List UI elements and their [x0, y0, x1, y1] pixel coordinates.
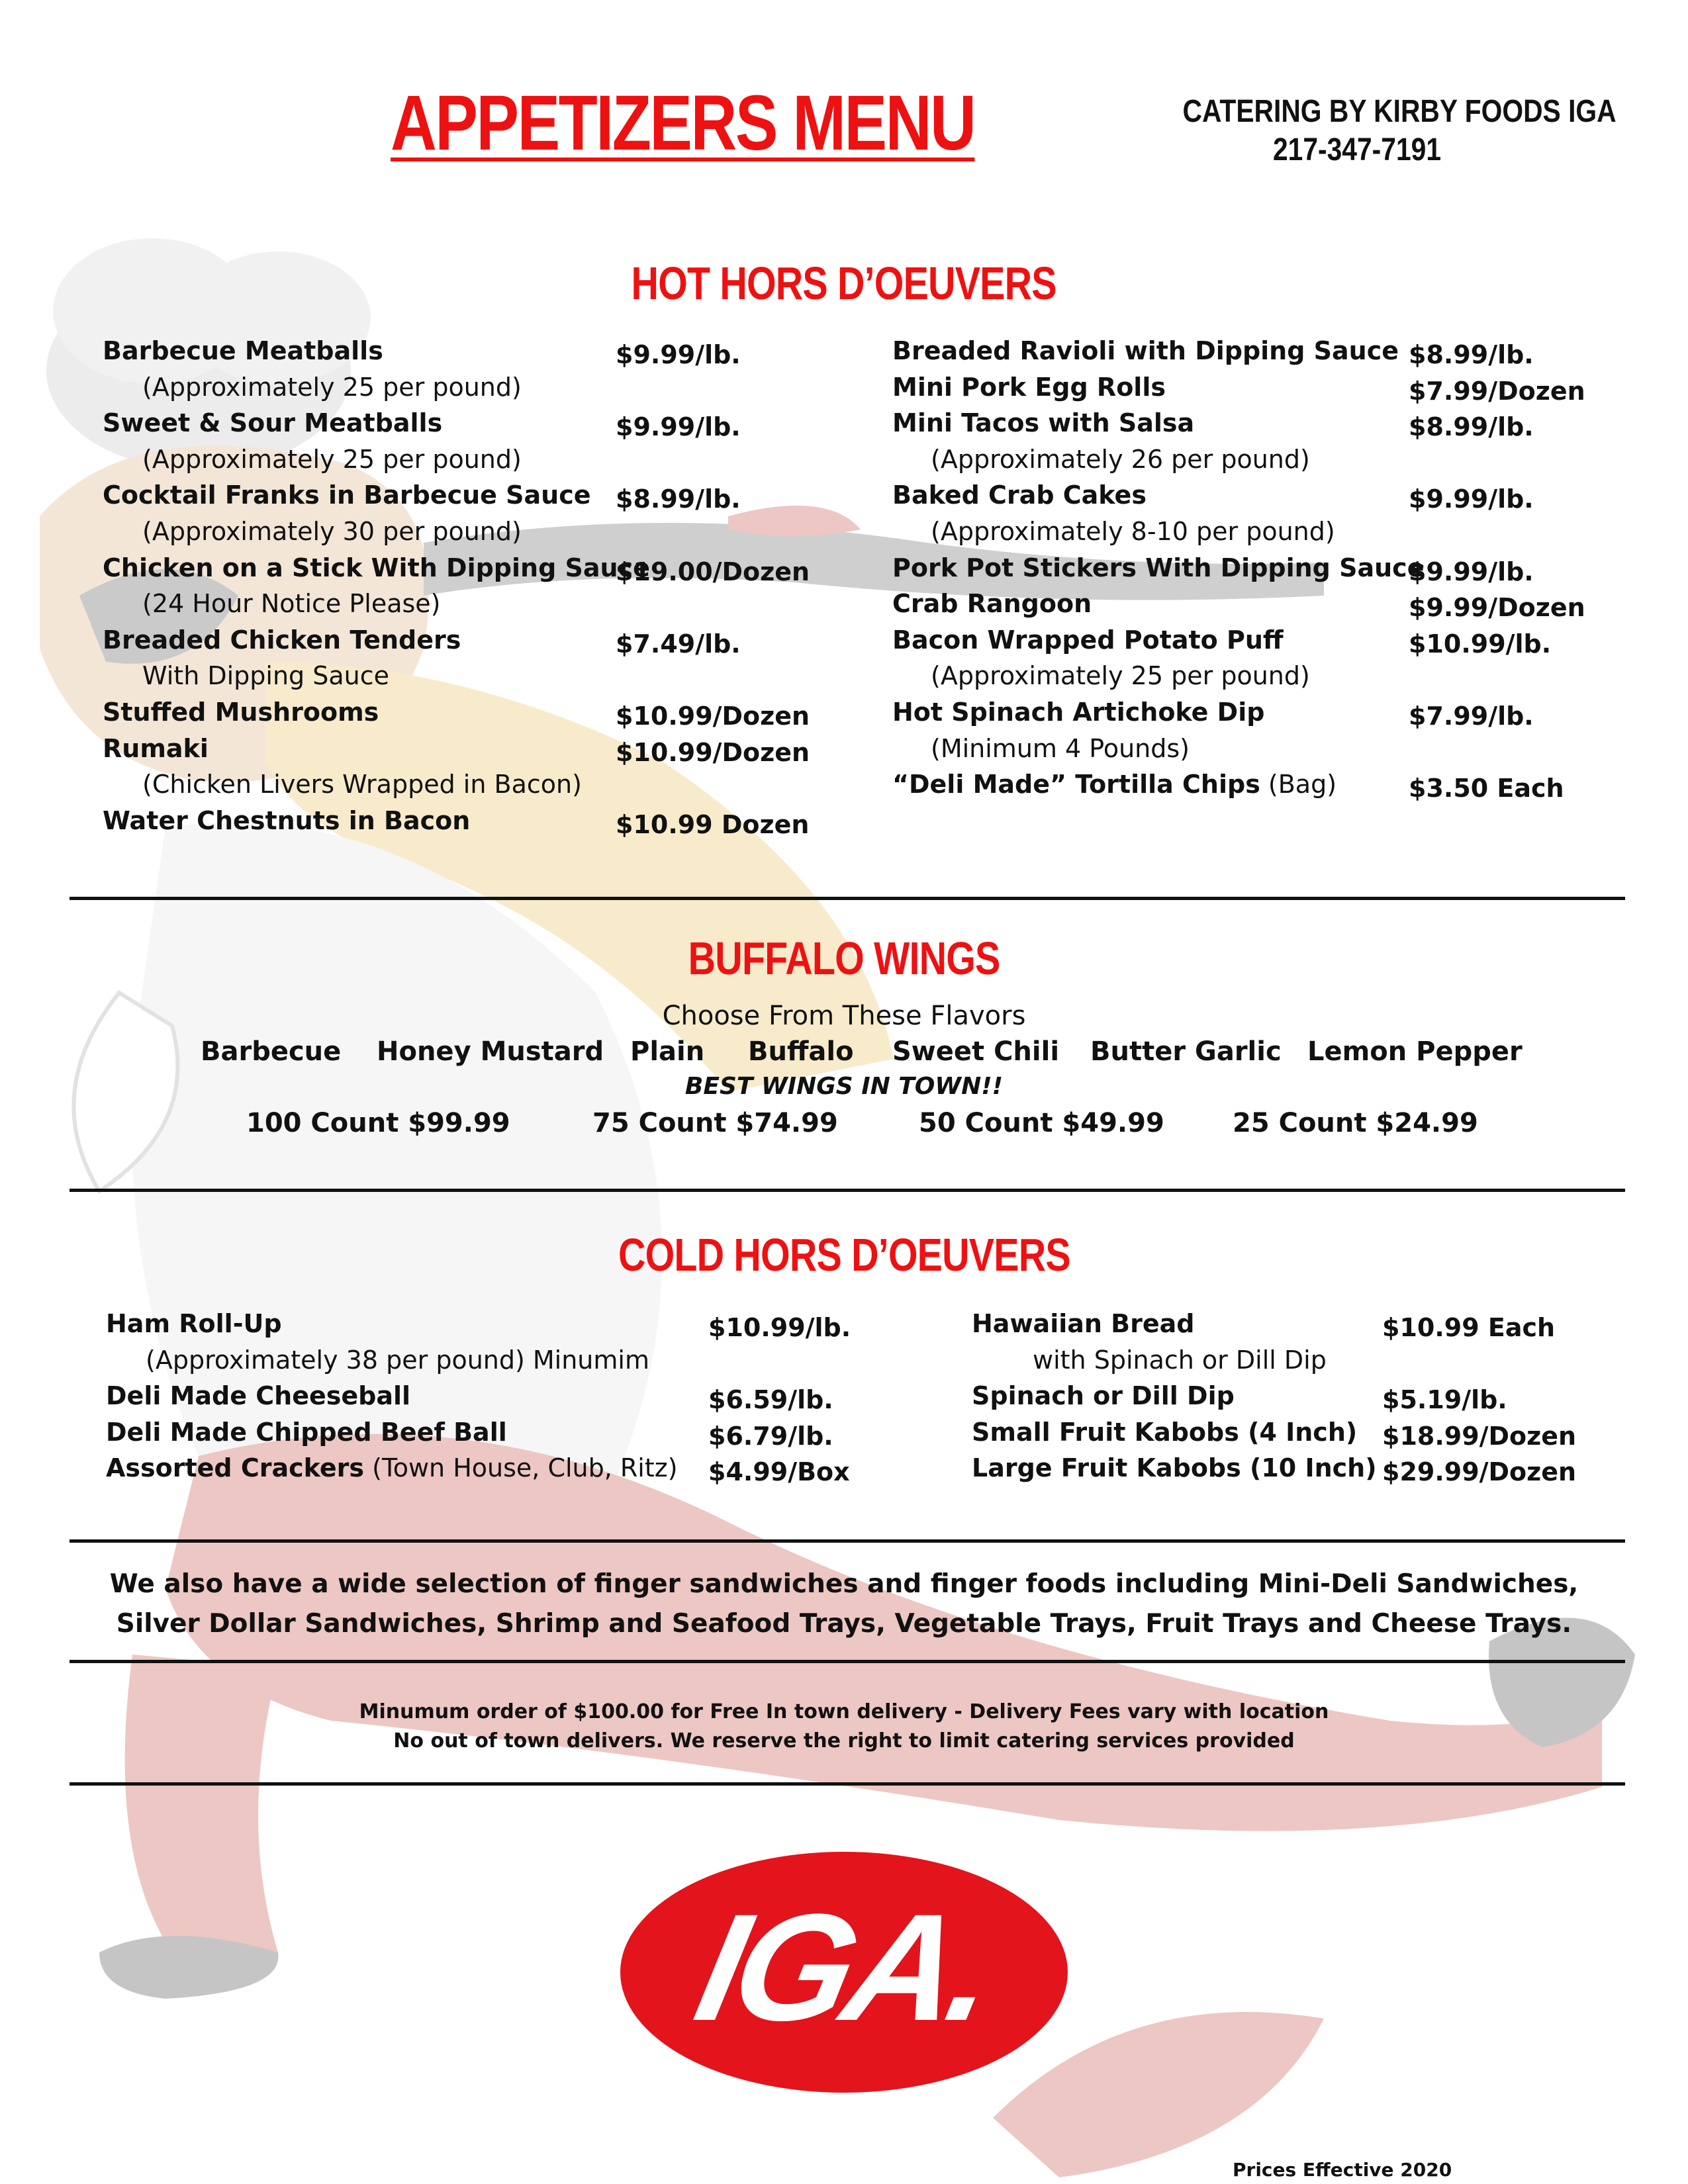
- item-name: Crab Rangoon: [892, 589, 1092, 619]
- menu-item: [103, 408, 442, 437]
- menu-item: [106, 1381, 410, 1410]
- menu-item: [103, 625, 461, 655]
- item-name: Hot Spinach Artichoke Dip: [892, 698, 1265, 727]
- divider: [70, 1660, 1625, 1663]
- item-name: Pork Pot Stickers With Dipping Sauce: [892, 553, 1425, 582]
- menu-item: [972, 1453, 1377, 1482]
- menu-item: [103, 734, 209, 763]
- item-name: Large Fruit Kabobs (10 Inch): [972, 1453, 1377, 1483]
- item-price: $19.00/Dozen: [616, 557, 810, 586]
- menu-item: [892, 625, 1284, 655]
- menu-item: [103, 336, 383, 365]
- item-note: (24 Hour Notice Please): [142, 589, 441, 619]
- note-line: We also have a wide selection of finger sandwiches and finger foods including Mini-Deli Sandwiches,: [109, 1569, 1579, 1599]
- item-price: $10.99 Dozen: [616, 809, 810, 839]
- item-name: Chicken on a Stick With Dipping Sauce: [103, 553, 650, 582]
- item-name: Deli Made Chipped Beef Ball: [106, 1417, 507, 1447]
- wings-section-title: BUFFALO WINGS: [688, 933, 1000, 984]
- page-title: APPETIZERS MENU: [391, 79, 975, 167]
- divider: [70, 1189, 1625, 1192]
- item-price: $6.59/lb.: [708, 1385, 833, 1415]
- item-note: (Minimum 4 Pounds): [931, 733, 1190, 763]
- item-price: $7.99/lb.: [1409, 702, 1534, 731]
- menu-item: [106, 1453, 678, 1482]
- item-price: $9.99/lb.: [1409, 484, 1534, 514]
- item-note: With Dipping Sauce: [142, 661, 390, 691]
- delivery-line: Minumum order of $100.00 for Free In town delivery - Delivery Fees vary with location: [359, 1700, 1329, 1723]
- menu-item: [972, 1309, 1195, 1338]
- menu-item: [972, 1381, 1235, 1410]
- menu-item: [892, 553, 1424, 582]
- menu-item: [103, 553, 650, 582]
- wing-flavor: Barbecue: [201, 1036, 342, 1067]
- item-name: Assorted Crackers: [106, 1453, 365, 1483]
- hot-section-title: HOT HORS D’OEUVERS: [631, 257, 1057, 309]
- item-price: $3.50 Each: [1409, 774, 1564, 803]
- item-name: Small Fruit Kabobs (4 Inch): [972, 1417, 1358, 1447]
- divider: [70, 1539, 1625, 1543]
- item-name: Mini Tacos with Salsa: [892, 408, 1195, 438]
- menu-item: [106, 1418, 507, 1447]
- wing-flavor: Plain: [630, 1036, 705, 1067]
- wing-flavor: Butter Garlic: [1090, 1036, 1282, 1067]
- item-name: Stuffed Mushrooms: [103, 698, 379, 727]
- item-price: $8.99/lb.: [1409, 340, 1534, 369]
- menu-item: [892, 336, 1399, 365]
- menu-item: [892, 408, 1194, 437]
- item-note: (Approximately 8-10 per pound): [931, 517, 1335, 546]
- item-price: $10.99/Dozen: [616, 737, 810, 767]
- item-note: (Approximately 30 per pound): [142, 517, 522, 546]
- item-name: Breaded Chicken Tenders: [103, 625, 461, 655]
- item-detail: (Bag): [1260, 770, 1337, 799]
- wings-tagline: BEST WINGS IN TOWN!!: [684, 1073, 1004, 1100]
- item-name: Spinach or Dill Dip: [972, 1381, 1235, 1411]
- item-price: $18.99/Dozen: [1382, 1421, 1577, 1451]
- menu-item: [106, 1309, 282, 1338]
- item-price: $4.99/Box: [708, 1457, 850, 1487]
- item-name: Breaded Ravioli with Dipping Sauce: [892, 336, 1399, 365]
- item-name: Baked Crab Cakes: [892, 480, 1147, 510]
- item-price: $9.99/lb.: [1409, 557, 1534, 586]
- menu-item: [892, 373, 1166, 402]
- item-note: (Approximately 25 per pound): [931, 661, 1310, 691]
- wings-subtitle: Choose From These Flavors: [662, 1001, 1026, 1031]
- wing-count: 25 Count $24.99: [1233, 1108, 1478, 1138]
- wing-count: 50 Count $49.99: [919, 1108, 1164, 1138]
- menu-item: [892, 589, 1092, 618]
- item-name: Mini Pork Egg Rolls: [892, 372, 1166, 402]
- item-price: $10.99/lb.: [1409, 629, 1552, 659]
- item-name: Rumaki: [103, 733, 209, 763]
- item-note: (Approximately 25 per pound): [142, 444, 522, 474]
- menu-item: [103, 480, 591, 510]
- cold-section-title: COLD HORS D’OEUVERS: [618, 1229, 1070, 1281]
- prices-effective: Prices Effective 2020: [1233, 2159, 1452, 2181]
- item-price: $5.19/lb.: [1382, 1385, 1507, 1415]
- item-name: Cocktail Franks in Barbecue Sauce: [103, 480, 591, 510]
- item-name: Sweet & Sour Meatballs: [103, 408, 443, 438]
- delivery-note: [0, 1698, 1688, 1756]
- iga-logo: [616, 1846, 1072, 2098]
- wing-flavor: Honey Mustard: [377, 1036, 604, 1067]
- svg-text:IGA.: IGA.: [683, 1882, 1006, 2053]
- item-note: (Approximately 38 per pound) Minumim: [146, 1345, 649, 1375]
- item-detail: (Town House, Club, Ritz): [364, 1453, 678, 1483]
- item-name: Deli Made Cheeseball: [106, 1381, 411, 1411]
- menu-item: [103, 698, 379, 727]
- item-name: Water Chestnuts in Bacon: [103, 805, 471, 835]
- item-price: $7.49/lb.: [616, 629, 741, 659]
- menu-item: [892, 770, 1336, 799]
- wing-flavor: Buffalo: [748, 1036, 854, 1067]
- delivery-line: No out of town delivers. We reserve the right to limit catering services provided: [393, 1729, 1295, 1752]
- item-price: $8.99/lb.: [1409, 412, 1534, 442]
- item-price: $10.99 Each: [1382, 1313, 1556, 1342]
- caterer-name: CATERING BY KIRBY FOODS IGA: [1182, 94, 1617, 129]
- divider: [70, 897, 1625, 900]
- item-note: (Chicken Livers Wrapped in Bacon): [142, 770, 582, 799]
- item-name: Ham Roll-Up: [106, 1309, 282, 1338]
- item-name: “Deli Made” Tortilla Chips: [892, 770, 1260, 799]
- finger-foods-note: [0, 1565, 1688, 1644]
- wing-count: 75 Count $74.99: [592, 1108, 838, 1138]
- wing-flavor: Sweet Chili: [892, 1036, 1060, 1067]
- item-price: $29.99/Dozen: [1382, 1457, 1577, 1487]
- menu-item: [103, 806, 470, 835]
- item-name: Hawaiian Bread: [972, 1309, 1195, 1338]
- item-price: $10.99/Dozen: [616, 702, 810, 731]
- item-price: $9.99/Dozen: [1409, 593, 1585, 623]
- item-note: with Spinach or Dill Dip: [1033, 1345, 1327, 1375]
- item-name: Barbecue Meatballs: [103, 336, 383, 365]
- item-name: Bacon Wrapped Potato Puff: [892, 625, 1284, 655]
- caterer-block: [1182, 93, 1617, 169]
- item-price: $9.99/lb.: [616, 340, 741, 369]
- menu-item: [892, 698, 1264, 727]
- item-note: (Approximately 26 per pound): [931, 444, 1310, 474]
- item-price: $6.79/lb.: [708, 1421, 833, 1451]
- item-price: $9.99/lb.: [616, 412, 741, 442]
- item-price: $8.99/lb.: [616, 484, 741, 514]
- wing-count: 100 Count $99.99: [246, 1108, 510, 1138]
- wing-flavor: Lemon Pepper: [1307, 1036, 1523, 1067]
- item-price: $7.99/Dozen: [1409, 376, 1585, 406]
- item-note: (Approximately 25 per pound): [142, 372, 522, 402]
- item-price: $10.99/lb.: [708, 1313, 851, 1342]
- menu-item: [892, 480, 1147, 510]
- note-line: Silver Dollar Sandwiches, Shrimp and Seafood Trays, Vegetable Trays, Fruit Trays and Cheese Trays.: [116, 1609, 1572, 1639]
- menu-item: [972, 1418, 1357, 1447]
- divider: [70, 1782, 1625, 1786]
- caterer-phone: 217-347-7191: [1272, 132, 1442, 167]
